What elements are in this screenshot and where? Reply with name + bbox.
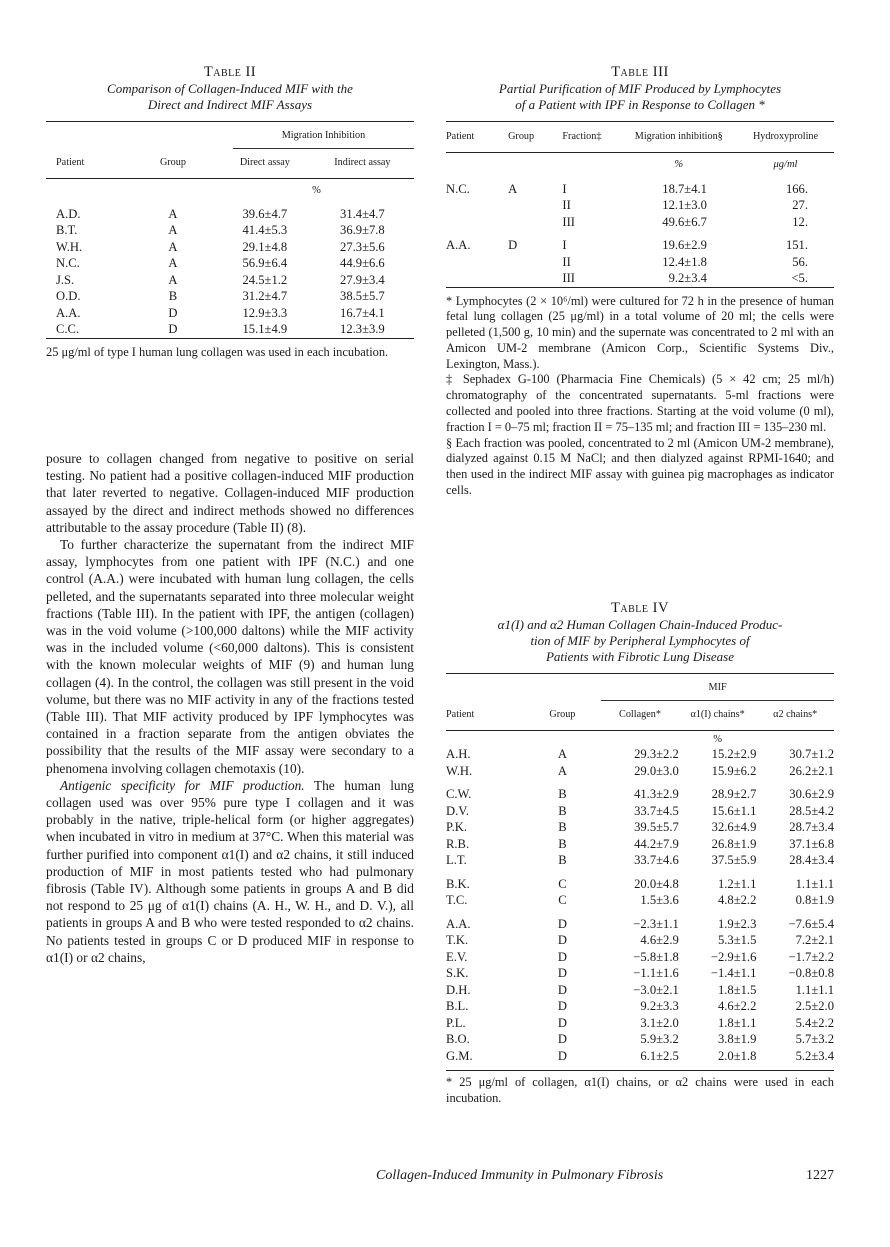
table-row bbox=[446, 254, 834, 271]
collagen-cell: 4.6±2.9 bbox=[640, 933, 679, 947]
collagen-cell: −2.3±1.1 bbox=[633, 916, 679, 931]
footnote: * Lymphocytes (2 × 10⁶/ml) were cultured for 72 h in the presence of human fetal lung collagen (25 μg/ml) in a total volume of 20 ml; the cells were pelleted (1,500 g, 10 min) and the supernate was concentrated to 2 ml with an Amicon UM-2 membrane (Amicon Corp., Scientific Systems Div., Lexington, Mass.). bbox=[446, 293, 834, 371]
alpha2-chains-cell: 0.8±1.9 bbox=[795, 893, 834, 907]
collagen-cell: 44.2±7.9 bbox=[634, 836, 679, 851]
collagen-cell: −1.1±1.6 bbox=[633, 966, 679, 980]
alpha1-chains-cell: 15.6±1.1 bbox=[711, 803, 757, 818]
alpha1-chains-cell: 15.2±2.9 bbox=[711, 747, 757, 761]
table-2-caption bbox=[46, 81, 414, 113]
table-row bbox=[46, 255, 414, 272]
caption-line: tion of MIF by Peripheral Lymphocytes of bbox=[530, 633, 750, 648]
indirect-assay-cell: 16.7±4.1 bbox=[340, 305, 385, 320]
page-footer bbox=[376, 1168, 834, 1184]
table-row bbox=[446, 852, 834, 869]
migration-inhibition-cell: 19.6±2.9 bbox=[662, 238, 707, 252]
indirect-assay-cell: 31.4±4.7 bbox=[340, 206, 385, 221]
patient-cell: N.C. bbox=[56, 256, 80, 270]
group-cell bbox=[508, 270, 562, 287]
unit-label: % bbox=[713, 734, 722, 745]
column-header: Hydroxyproline bbox=[752, 131, 819, 142]
table-row bbox=[46, 288, 414, 305]
table-row bbox=[446, 763, 834, 780]
patient-cell: L.T. bbox=[446, 853, 467, 867]
patient-cell: W.H. bbox=[56, 239, 83, 254]
paragraph-text: The human lung collagen used was over 95% pure type I collagen and it was probably in the native, triple-helical form (or higher aggregates) when incubated in vitro in medium at 37°C. When this material was further purified into component α1(I) and α2 chains, it still induced production of MIF in most patients tested who had pulmonary fibrosis (Table IV). Although some patients in groups A and B did not respond to 25 μg of α1(I) chains (A. H., W. H., and D. V.), all patients in groups A and B who were tested responded to α2 chains. No patients tested in groups C or D produced MIF in response to α1(I) or α2 chains, bbox=[46, 777, 414, 965]
alpha1-chains-cell: 15.9±6.2 bbox=[711, 763, 757, 778]
table-row bbox=[446, 836, 834, 853]
unit-label: μg/ml bbox=[773, 159, 798, 170]
table-row bbox=[446, 949, 834, 966]
column-header: Group bbox=[159, 157, 186, 168]
group-cell: D bbox=[557, 933, 567, 947]
footnote: ‡ Sephadex G-100 (Pharmacia Fine Chemicals) (5 × 42 cm; 25 ml/h) chromatography of the concentrated supernatants. 5-ml fractions were collected and pooled into three fractions. Starting at the void volume (0 ml), fraction I = 0–75 ml; fraction II = 75–135 ml; and fraction III = 135–230 ml. bbox=[446, 372, 834, 434]
patient-cell: A.A. bbox=[56, 305, 81, 320]
collagen-cell: 5.9±3.2 bbox=[640, 1032, 679, 1046]
group-cell: B bbox=[558, 803, 567, 818]
column-header: Patient bbox=[56, 157, 85, 168]
group-cell: C bbox=[558, 893, 567, 907]
table-row bbox=[446, 270, 834, 287]
collagen-cell: 39.5±5.7 bbox=[634, 820, 679, 834]
patient-cell: C.W. bbox=[446, 787, 472, 801]
group-cell: A bbox=[557, 747, 567, 761]
hydroxyproline-cell: 151. bbox=[785, 238, 808, 252]
alpha2-chains-cell: 5.4±2.2 bbox=[795, 1015, 834, 1030]
table-row bbox=[46, 239, 414, 256]
group-cell bbox=[508, 197, 562, 214]
patient-cell bbox=[446, 270, 508, 287]
direct-assay-cell: 39.6±4.7 bbox=[242, 206, 288, 221]
hydroxyproline-cell: 27. bbox=[792, 198, 808, 212]
collagen-cell: 9.2±3.3 bbox=[640, 999, 679, 1013]
collagen-cell: −5.8±1.8 bbox=[633, 949, 679, 964]
table-3-label: Table III bbox=[611, 64, 669, 80]
alpha2-chains-cell: 28.4±3.4 bbox=[789, 853, 834, 867]
alpha2-chains-cell: 2.5±2.0 bbox=[795, 999, 834, 1013]
alpha1-chains-cell: 1.8±1.1 bbox=[717, 1015, 757, 1030]
table-3-caption bbox=[446, 81, 834, 113]
alpha2-chains-cell: 30.6±2.9 bbox=[789, 787, 834, 801]
column-header: Patient bbox=[446, 131, 475, 142]
table-3-grid bbox=[446, 121, 834, 288]
table-4-grid bbox=[446, 673, 834, 1064]
alpha1-chains-cell: 37.5±5.9 bbox=[711, 853, 757, 867]
alpha1-chains-cell: 1.8±1.5 bbox=[717, 982, 757, 997]
group-cell: D bbox=[508, 238, 518, 252]
column-header: Patient bbox=[446, 709, 475, 720]
migration-inhibition-cell: 9.2±3.4 bbox=[668, 271, 707, 285]
group-cell: D bbox=[557, 949, 567, 964]
column-group-header: MIF bbox=[601, 682, 834, 701]
alpha1-chains-cell: −2.9±1.6 bbox=[710, 949, 757, 964]
direct-assay-cell: 24.5±1.2 bbox=[242, 272, 288, 287]
column-header: Collagen* bbox=[619, 709, 661, 720]
fraction-cell: III bbox=[562, 271, 575, 285]
paragraph: posure to collagen changed from negative to positive on serial testing. No patient had a positive collagen-induced MIF production that later reverted to negative. Collagen-induced MIF production assayed by the direct and indirect methods showed no differences attributable to the assay procedure (Table II) (8). bbox=[46, 451, 414, 535]
alpha1-chains-cell: 1.9±2.3 bbox=[717, 916, 757, 931]
table-row bbox=[446, 932, 834, 949]
table-row bbox=[46, 222, 414, 239]
group-cell: D bbox=[557, 999, 567, 1013]
migration-inhibition-cell: 12.4±1.8 bbox=[662, 254, 707, 269]
paragraph: To further characterize the supernatant from the indirect MIF assay, lymphocytes from one patient with IPF (N.C.) and one control (A.A.) were incubated with human lung collagen, the cells pelleted, and the supernatants separated into three molecular weight fractions (Table III). In the patient with IPF, the antigen (collagen) was in the void volume (>100,000 daltons) while the MIF activity was in the included volume (<60,000 daltons). This is consistent with the known molecular weights of MIF (9) and human lung collagen (4). In the control, the collagen was still present in the void volume, but there was no MIF activity in any of the fractions tested (Table III). That MIF activity produced by IPF lymphocytes was contained in a fraction separate from the antigen obviates the possibility that the results of the MIF assay were secondary to a phenomena involving collagen chemotaxis (10). bbox=[46, 537, 414, 776]
fraction-cell: I bbox=[562, 181, 567, 196]
collagen-cell: 33.7±4.6 bbox=[634, 853, 679, 867]
table-row bbox=[446, 230, 834, 254]
alpha1-chains-cell: 32.6±4.9 bbox=[711, 820, 757, 834]
hydroxyproline-cell: <5. bbox=[791, 271, 808, 285]
column-header: Direct assay bbox=[239, 157, 290, 168]
table-row bbox=[446, 909, 834, 933]
group-cell: A bbox=[168, 223, 178, 237]
direct-assay-cell: 41.4±5.3 bbox=[242, 223, 288, 237]
collagen-cell: 3.1±2.0 bbox=[640, 1015, 679, 1030]
column-header: Fraction‡ bbox=[562, 131, 602, 142]
patient-cell: A.H. bbox=[446, 747, 471, 761]
patient-cell: P.L. bbox=[446, 1015, 466, 1030]
alpha2-chains-cell: 1.1±1.1 bbox=[795, 982, 834, 997]
group-cell: D bbox=[557, 1032, 567, 1046]
indirect-assay-cell: 27.3±5.6 bbox=[340, 239, 385, 254]
table-row bbox=[46, 321, 414, 338]
table-2 bbox=[46, 64, 414, 360]
direct-assay-cell: 31.2±4.7 bbox=[242, 289, 288, 303]
caption-line: Partial Purification of MIF Produced by Lymphocytes bbox=[498, 81, 782, 96]
collagen-cell: 41.3±2.9 bbox=[634, 787, 679, 801]
group-cell: D bbox=[557, 966, 567, 980]
direct-assay-cell: 12.9±3.3 bbox=[242, 305, 288, 320]
unit-label: % bbox=[312, 185, 321, 196]
patient-cell: S.K. bbox=[446, 966, 469, 980]
table-row bbox=[446, 174, 834, 198]
patient-cell: T.C. bbox=[446, 893, 468, 907]
patient-cell: R.B. bbox=[446, 836, 470, 851]
alpha1-chains-cell: 2.0±1.8 bbox=[717, 1048, 757, 1063]
column-header: Indirect assay bbox=[334, 157, 391, 168]
patient-cell bbox=[446, 254, 508, 271]
page-number: 1227 bbox=[806, 1168, 834, 1183]
collagen-cell: 1.5±3.6 bbox=[640, 893, 679, 907]
caption-line: Comparison of Collagen-Induced MIF with the bbox=[107, 81, 353, 96]
table-row bbox=[446, 779, 834, 803]
direct-assay-cell: 15.1±4.9 bbox=[242, 322, 288, 336]
column-header: α1(I) chains* bbox=[690, 709, 745, 720]
alpha2-chains-cell: 30.7±1.2 bbox=[789, 747, 834, 761]
alpha1-chains-cell: 3.8±1.9 bbox=[717, 1032, 757, 1046]
table-row bbox=[446, 1031, 834, 1048]
caption-line: of a Patient with IPF in Response to Collagen * bbox=[515, 97, 765, 112]
column-header: Group bbox=[508, 131, 535, 142]
group-cell: A bbox=[508, 181, 518, 196]
group-cell bbox=[508, 254, 562, 271]
group-cell: D bbox=[557, 1015, 567, 1030]
alpha1-chains-cell: 28.9±2.7 bbox=[711, 787, 757, 801]
table-row bbox=[446, 746, 834, 763]
group-cell: A bbox=[168, 239, 178, 254]
patient-cell: J.S. bbox=[56, 272, 75, 287]
alpha1-chains-cell: 5.3±1.5 bbox=[717, 933, 757, 947]
group-cell: A bbox=[168, 272, 178, 287]
patient-cell: D.V. bbox=[446, 803, 469, 818]
indirect-assay-cell: 38.5±5.7 bbox=[340, 289, 385, 303]
running-title: Collagen-Induced Immunity in Pulmonary Fibrosis bbox=[376, 1168, 664, 1183]
group-cell: A bbox=[557, 763, 567, 778]
group-cell: B bbox=[168, 289, 178, 303]
hydroxyproline-cell: 166. bbox=[785, 181, 808, 196]
table-4-footnote: * 25 μg/ml of collagen, α1(I) chains, or α2 chains were used in each incubation. bbox=[446, 1070, 834, 1107]
table-row bbox=[446, 1048, 834, 1065]
table-row bbox=[446, 197, 834, 214]
alpha2-chains-cell: −0.8±0.8 bbox=[788, 966, 834, 980]
group-cell: D bbox=[557, 982, 567, 997]
table-row bbox=[446, 803, 834, 820]
patient-cell: T.K. bbox=[446, 933, 469, 947]
alpha2-chains-cell: −1.7±2.2 bbox=[788, 949, 834, 964]
alpha1-chains-cell: 1.2±1.1 bbox=[717, 876, 757, 891]
caption-line: Direct and Indirect MIF Assays bbox=[147, 97, 313, 112]
unit-label: % bbox=[674, 159, 684, 170]
table-row bbox=[446, 965, 834, 982]
table-row bbox=[446, 1015, 834, 1032]
hydroxyproline-cell: 12. bbox=[792, 214, 808, 229]
group-cell: B bbox=[558, 787, 567, 801]
group-cell: D bbox=[557, 916, 567, 931]
footnote: § Each fraction was pooled, concentrated to 2 ml (Amicon UM-2 membrane), dialyzed against 0.15 M NaCl; and then dialyzed against RPMI-1640; and then used in the indirect MIF assay with guinea pig macrophages as indicator cells. bbox=[446, 435, 834, 498]
patient-cell bbox=[446, 197, 508, 214]
table-row bbox=[46, 206, 414, 223]
table-row bbox=[446, 998, 834, 1015]
column-group-header: Migration Inhibition bbox=[233, 130, 414, 149]
patient-cell: N.C. bbox=[446, 181, 470, 196]
indirect-assay-cell: 44.9±6.6 bbox=[340, 256, 385, 270]
collagen-cell: 29.0±3.0 bbox=[634, 763, 679, 778]
direct-assay-cell: 56.9±6.4 bbox=[242, 256, 288, 270]
group-cell bbox=[508, 214, 562, 231]
table-4 bbox=[446, 600, 834, 1107]
alpha2-chains-cell: 28.7±3.4 bbox=[789, 820, 834, 834]
fraction-cell: II bbox=[562, 254, 571, 269]
indirect-assay-cell: 27.9±3.4 bbox=[340, 272, 385, 287]
alpha2-chains-cell: 5.2±3.4 bbox=[795, 1048, 834, 1063]
table-row bbox=[446, 214, 834, 231]
table-4-caption bbox=[446, 617, 834, 665]
alpha1-chains-cell: 4.6±2.2 bbox=[717, 999, 757, 1013]
alpha2-chains-cell: 37.1±6.8 bbox=[789, 836, 834, 851]
indirect-assay-cell: 12.3±3.9 bbox=[340, 322, 385, 336]
alpha2-chains-cell: −7.6±5.4 bbox=[788, 916, 834, 931]
patient-cell: O.D. bbox=[56, 289, 81, 303]
group-cell: B bbox=[558, 836, 567, 851]
table-row bbox=[446, 982, 834, 999]
migration-inhibition-cell: 12.1±3.0 bbox=[662, 198, 707, 212]
group-cell: D bbox=[168, 322, 178, 336]
patient-cell: C.C. bbox=[56, 322, 80, 336]
table-2-grid bbox=[46, 121, 414, 339]
fraction-cell: III bbox=[562, 214, 575, 229]
collagen-cell: 33.7±4.5 bbox=[634, 803, 679, 818]
table-row bbox=[446, 819, 834, 836]
alpha2-chains-cell: 7.2±2.1 bbox=[795, 933, 834, 947]
column-header: Group bbox=[549, 709, 576, 720]
patient-cell: P.K. bbox=[446, 820, 467, 834]
alpha1-chains-cell: −1.4±1.1 bbox=[710, 966, 757, 980]
fraction-cell: I bbox=[562, 238, 567, 252]
fraction-cell: II bbox=[562, 198, 571, 212]
patient-cell: G.M. bbox=[446, 1048, 473, 1063]
collagen-cell: 6.1±2.5 bbox=[640, 1048, 679, 1063]
table-row bbox=[446, 892, 834, 909]
group-cell: B bbox=[558, 853, 567, 867]
patient-cell: B.L. bbox=[446, 999, 469, 1013]
alpha2-chains-cell: 5.7±3.2 bbox=[795, 1032, 834, 1046]
table-row bbox=[446, 869, 834, 893]
patient-cell: A.A. bbox=[446, 238, 471, 252]
table-row bbox=[46, 272, 414, 289]
migration-inhibition-cell: 18.7±4.1 bbox=[662, 181, 707, 196]
group-cell: D bbox=[168, 305, 178, 320]
column-header: α2 chains* bbox=[773, 709, 818, 720]
table-3-footnotes bbox=[446, 294, 834, 499]
collagen-cell: 29.3±2.2 bbox=[634, 747, 679, 761]
table-2-label: Table II bbox=[203, 64, 257, 80]
group-cell: D bbox=[557, 1048, 567, 1063]
patient-cell: W.H. bbox=[446, 763, 473, 778]
patient-cell: B.T. bbox=[56, 223, 78, 237]
caption-line: α1(I) and α2 Human Collagen Chain-Induced Produc- bbox=[497, 617, 783, 632]
alpha2-chains-cell: 1.1±1.1 bbox=[795, 876, 834, 891]
patient-cell: A.A. bbox=[446, 916, 471, 931]
alpha1-chains-cell: 26.8±1.9 bbox=[711, 836, 757, 851]
group-cell: C bbox=[558, 876, 567, 891]
patient-cell bbox=[446, 214, 508, 231]
caption-line: Patients with Fibrotic Lung Disease bbox=[545, 649, 734, 664]
collagen-cell: −3.0±2.1 bbox=[633, 982, 679, 997]
indirect-assay-cell: 36.9±7.8 bbox=[340, 223, 385, 237]
patient-cell: B.K. bbox=[446, 876, 470, 891]
group-cell: A bbox=[168, 206, 178, 221]
alpha2-chains-cell: 26.2±2.1 bbox=[789, 763, 834, 778]
paragraph bbox=[46, 777, 414, 966]
body-text bbox=[46, 450, 414, 966]
table-row bbox=[46, 305, 414, 322]
table-2-footnote: 25 μg/ml of type I human lung collagen was used in each incubation. bbox=[46, 344, 389, 359]
section-heading: Antigenic specificity for MIF production. bbox=[60, 777, 305, 793]
patient-cell: B.O. bbox=[446, 1032, 470, 1046]
migration-inhibition-cell: 49.6±6.7 bbox=[662, 214, 707, 229]
hydroxyproline-cell: 56. bbox=[792, 254, 808, 269]
patient-cell: E.V. bbox=[446, 949, 468, 964]
group-cell: B bbox=[558, 820, 567, 834]
direct-assay-cell: 29.1±4.8 bbox=[242, 239, 288, 254]
table-4-label: Table IV bbox=[611, 600, 669, 616]
patient-cell: A.D. bbox=[56, 206, 81, 221]
patient-cell: D.H. bbox=[446, 982, 471, 997]
collagen-cell: 20.0±4.8 bbox=[634, 876, 679, 891]
column-header: Migration inhibition§ bbox=[634, 131, 723, 142]
group-cell: A bbox=[168, 256, 178, 270]
table-3 bbox=[446, 64, 834, 499]
alpha2-chains-cell: 28.5±4.2 bbox=[789, 803, 834, 818]
alpha1-chains-cell: 4.8±2.2 bbox=[717, 893, 757, 907]
